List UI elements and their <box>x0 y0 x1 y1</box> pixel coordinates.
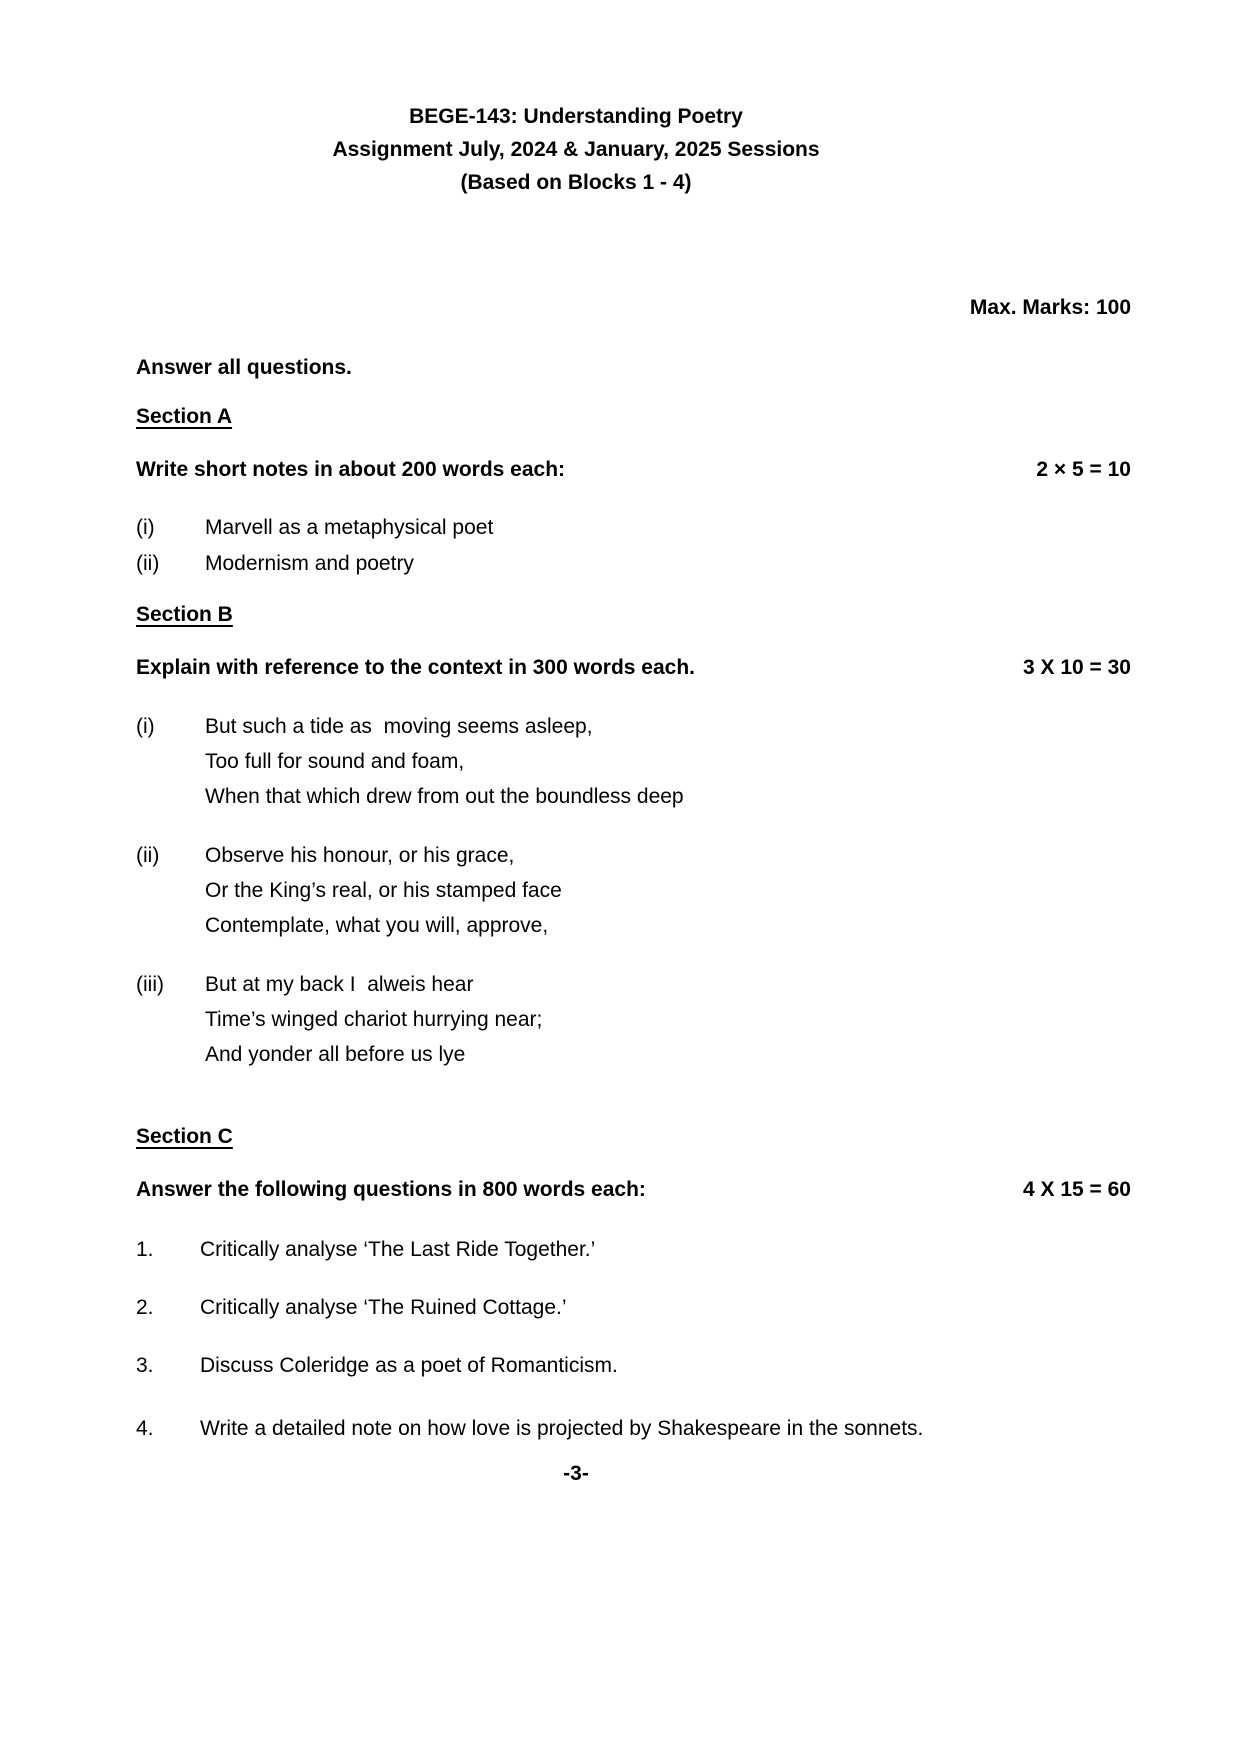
section-b-title: Section B <box>136 603 233 626</box>
list-item <box>136 546 1131 582</box>
section-a-marks: 2 × 5 = 10 <box>1036 458 1131 481</box>
section-c-title: Section C <box>136 1125 233 1148</box>
poem-line: And yonder all before us lye <box>205 1043 466 1066</box>
poem-line: Time’s winged chariot hurrying near; <box>205 1008 543 1031</box>
item-label: 2. <box>136 1296 154 1319</box>
item-label: (i) <box>136 516 155 539</box>
poem-line: Contemplate, what you will, approve, <box>205 914 549 937</box>
stanza-lines <box>205 838 562 943</box>
section-b-marks: 3 X 10 = 30 <box>1022 656 1131 679</box>
poem-line: When that which drew from out the boundless deep <box>205 785 684 808</box>
item-label: (iii) <box>136 973 164 996</box>
assignment-session-line: Assignment July, 2024 & January, 2025 Sessions <box>332 138 820 161</box>
item-label: (i) <box>136 715 155 738</box>
answer-all-instruction: Answer all questions. <box>136 356 352 379</box>
item-label: 1. <box>136 1238 154 1261</box>
poem-line: Or the King’s real, or his stamped face <box>205 879 562 902</box>
stanza-item <box>136 709 1131 814</box>
question-item <box>136 1291 1131 1324</box>
course-title: BEGE-143: Understanding Poetry <box>409 105 743 128</box>
section-a-prompt: Write short notes in about 200 words each: <box>136 458 566 481</box>
stanza-item <box>136 838 1131 943</box>
item-label: 4. <box>136 1417 154 1440</box>
section-c-marks: 4 X 15 = 60 <box>1022 1178 1131 1201</box>
poem-line: But such a tide as moving seems asleep, <box>205 715 593 738</box>
question-text: Discuss Coleridge as a poet of Romanticism. <box>200 1354 618 1377</box>
item-label: 3. <box>136 1354 154 1377</box>
poem-line: Too full for sound and foam, <box>205 750 465 773</box>
blocks-line: (Based on Blocks 1 - 4) <box>460 171 692 194</box>
question-item <box>136 1349 1131 1382</box>
item-text: Marvell as a metaphysical poet <box>205 516 494 539</box>
item-label: (ii) <box>136 552 160 575</box>
section-a-prompt-row <box>136 453 1131 486</box>
stanza-lines <box>205 709 684 814</box>
question-text: Critically analyse ‘The Last Ride Together.’ <box>200 1238 596 1261</box>
stanza-lines <box>205 967 542 1072</box>
section-a-title: Section A <box>136 405 233 428</box>
section-b-items <box>136 709 1131 1072</box>
item-label: (ii) <box>136 844 160 867</box>
list-item <box>136 510 1131 546</box>
question-text: Critically analyse ‘The Ruined Cottage.’ <box>200 1296 567 1319</box>
section-b-prompt-row <box>136 651 1131 684</box>
question-item <box>136 1233 1131 1266</box>
question-item <box>136 1412 1131 1445</box>
max-marks-label: Max. Marks: 100 <box>969 296 1131 319</box>
section-b-prompt: Explain with reference to the context in 300 words each. <box>136 656 695 679</box>
poem-line: Observe his honour, or his grace, <box>205 844 515 867</box>
page-number: -3- <box>563 1462 589 1485</box>
section-c-prompt-row <box>136 1173 1131 1206</box>
item-text: Modernism and poetry <box>205 552 414 575</box>
section-a-items <box>136 510 1131 582</box>
question-text: Write a detailed note on how love is projected by Shakespeare in the sonnets. <box>200 1417 924 1440</box>
section-c-items <box>136 1233 1131 1445</box>
document-header <box>136 100 1016 199</box>
stanza-item <box>136 967 1131 1072</box>
poem-line: But at my back I alweis hear <box>205 973 474 996</box>
section-c-prompt: Answer the following questions in 800 words each: <box>136 1178 646 1201</box>
